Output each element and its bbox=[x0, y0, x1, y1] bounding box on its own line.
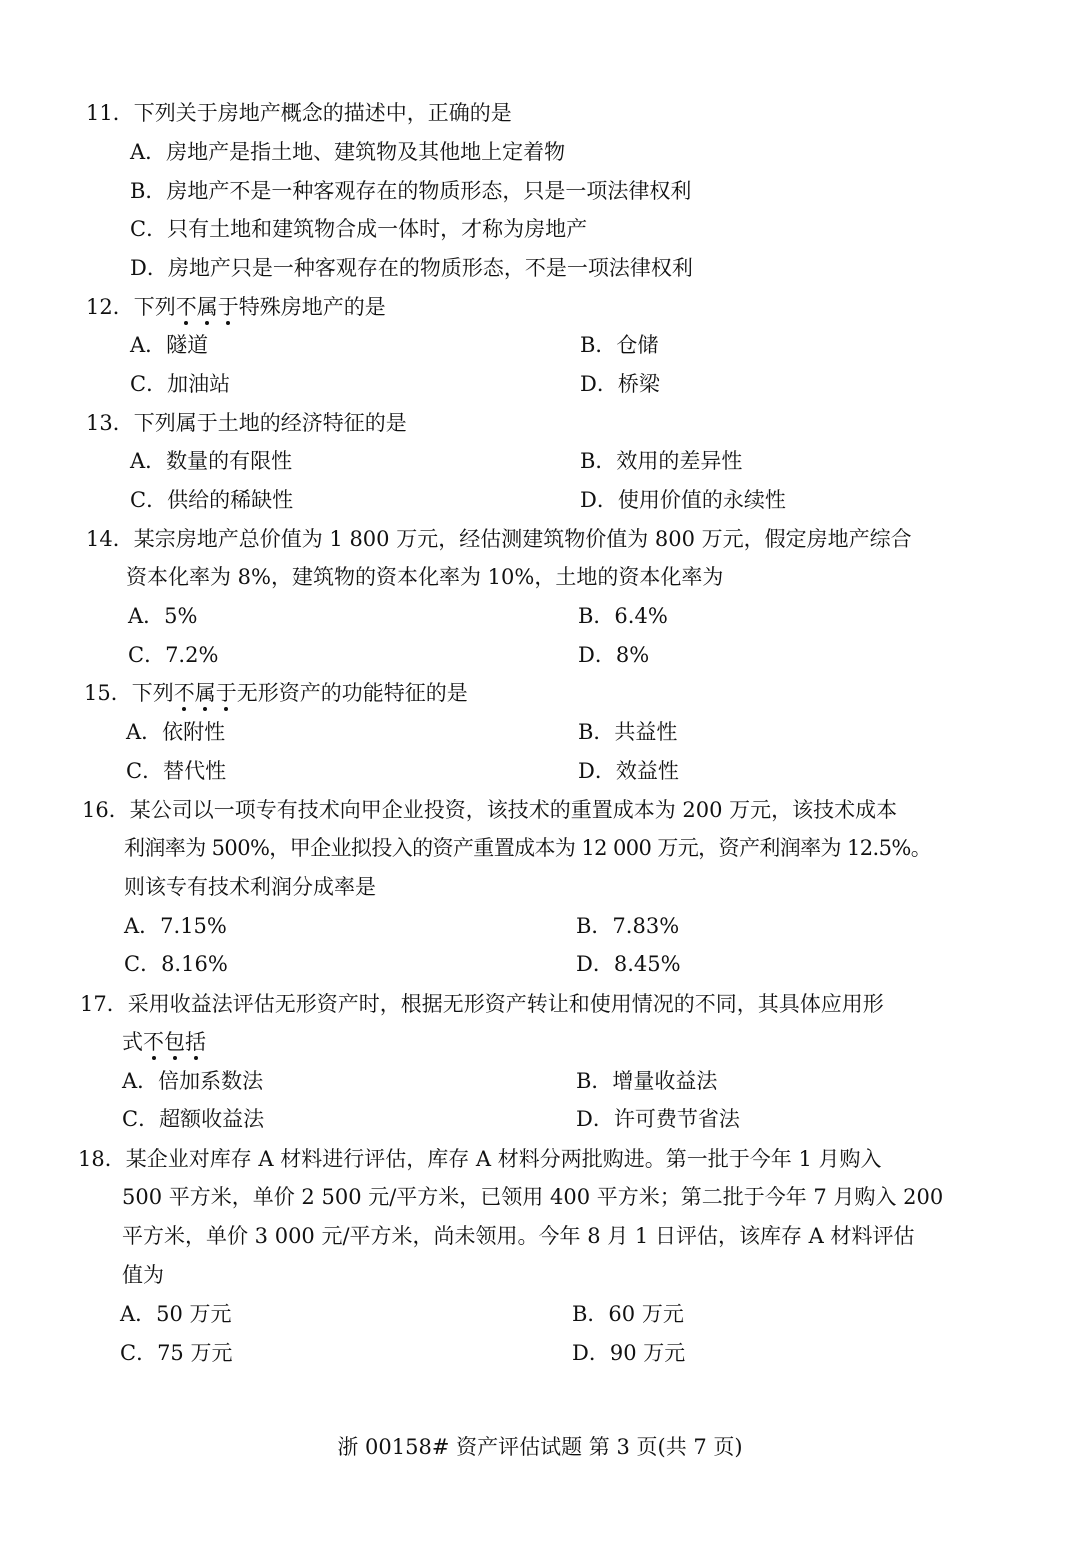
question-14-stem bbox=[86, 524, 912, 554]
question-number: 17． bbox=[80, 992, 128, 1016]
emphasis-char: 括 bbox=[185, 1027, 206, 1057]
question-13-stem bbox=[86, 408, 407, 438]
question-number: 16． bbox=[82, 798, 130, 822]
page-footer: 浙 00158# 资产评估试题 第 3 页(共 7 页) bbox=[337, 1435, 743, 1459]
question-17-stem bbox=[80, 989, 884, 1019]
option-16-d: D．8.45% bbox=[576, 952, 681, 976]
emphasis-char: 包 bbox=[164, 1027, 185, 1057]
emphasis-char: 于 bbox=[216, 678, 237, 708]
question-12-stem bbox=[86, 292, 386, 322]
question-number: 14． bbox=[86, 527, 134, 551]
question-18-stem-line-2: 500 平方米，单价 2 500 元/平方米，已领用 400 平方米；第二批于今年 7 月购入 200 bbox=[122, 1185, 944, 1209]
emphasis-char: 属 bbox=[197, 292, 218, 322]
question-number: 11． bbox=[86, 101, 134, 125]
option-13-d: D．使用价值的永续性 bbox=[580, 488, 786, 512]
option-17-c: C．超额收益法 bbox=[122, 1107, 265, 1131]
option-17-d: D．许可费节省法 bbox=[576, 1107, 740, 1131]
emphasis-char: 属 bbox=[195, 678, 216, 708]
option-14-d: D．8% bbox=[578, 643, 650, 667]
question-text: 某企业对库存 A 材料进行评估，库存 A 材料分两批购进。第一批于今年 1 月购入 bbox=[125, 1147, 882, 1171]
option-15-c: C．替代性 bbox=[126, 759, 227, 783]
question-11-stem bbox=[86, 98, 512, 128]
question-text-pre: 下列 bbox=[133, 295, 176, 319]
option-11-b: B．房地产不是一种客观存在的物质形态，只是一项法律权利 bbox=[130, 179, 692, 203]
emphasis-char: 不 bbox=[176, 292, 197, 322]
option-15-b: B．共益性 bbox=[578, 720, 678, 744]
emphasis-char: 不 bbox=[143, 1027, 164, 1057]
question-text-post: 特殊房地产的是 bbox=[238, 295, 386, 319]
option-13-a: A．数量的有限性 bbox=[130, 449, 293, 473]
question-text: 下列属于土地的经济特征的是 bbox=[133, 411, 407, 435]
question-text-pre: 下列 bbox=[131, 681, 174, 705]
option-12-b: B．仓储 bbox=[580, 333, 659, 357]
question-text: 某宗房地产总价值为 1 800 万元，经估测建筑物价值为 800 万元，假定房地产综合 bbox=[133, 527, 912, 551]
question-text: 某公司以一项专有技术向甲企业投资，该技术的重置成本为 200 万元，该技术成本 bbox=[129, 798, 898, 822]
question-text-pre: 式 bbox=[122, 1030, 143, 1054]
question-16-stem-line-2: 利润率为 500%，甲企业拟投入的资产重置成本为 12 000 万元，资产利润率为 12.5%。 bbox=[124, 836, 932, 860]
option-12-a: A．隧道 bbox=[130, 333, 209, 357]
question-16-stem bbox=[82, 795, 897, 825]
emphasis-char: 于 bbox=[218, 292, 239, 322]
option-16-b: B．7.83% bbox=[576, 914, 680, 938]
option-17-a: A．倍加系数法 bbox=[122, 1069, 264, 1093]
option-16-c: C．8.16% bbox=[124, 952, 228, 976]
option-11-a: A．房地产是指土地、建筑物及其他地上定着物 bbox=[130, 140, 566, 164]
question-18-stem-line-4: 值为 bbox=[122, 1263, 164, 1287]
option-18-d: D．90 万元 bbox=[572, 1341, 686, 1365]
question-18-stem bbox=[78, 1144, 881, 1174]
emphasis-char: 不 bbox=[174, 678, 195, 708]
option-18-a: A．50 万元 bbox=[120, 1302, 232, 1326]
question-number: 12． bbox=[86, 295, 134, 319]
option-18-b: B．60 万元 bbox=[572, 1302, 684, 1326]
option-12-d: D．桥梁 bbox=[580, 372, 660, 396]
option-11-c: C．只有土地和建筑物合成一体时，才称为房地产 bbox=[130, 217, 588, 241]
question-text-post: 无形资产的功能特征的是 bbox=[236, 681, 468, 705]
question-16-stem-line-3: 则该专有技术利润分成率是 bbox=[124, 875, 376, 899]
option-13-b: B．效用的差异性 bbox=[580, 449, 743, 473]
question-text: 采用收益法评估无形资产时，根据无形资产转让和使用情况的不同，其具体应用形 bbox=[127, 992, 884, 1016]
question-14-stem-line-2: 资本化率为 8%，建筑物的资本化率为 10%，土地的资本化率为 bbox=[126, 565, 724, 589]
option-11-d: D．房地产只是一种客观存在的物质形态，不是一项法律权利 bbox=[130, 256, 693, 280]
option-12-c: C．加油站 bbox=[130, 372, 231, 396]
option-18-c: C．75 万元 bbox=[120, 1341, 233, 1365]
option-15-a: A．依附性 bbox=[126, 720, 226, 744]
option-17-b: B．增量收益法 bbox=[576, 1069, 718, 1093]
question-number: 13． bbox=[86, 411, 134, 435]
question-number: 15． bbox=[84, 681, 132, 705]
option-14-b: B．6.4% bbox=[578, 604, 668, 628]
question-15-stem bbox=[84, 678, 468, 708]
question-17-stem-line-2 bbox=[122, 1027, 206, 1057]
question-text: 下列关于房地产概念的描述中，正确的是 bbox=[133, 101, 512, 125]
option-16-a: A．7.15% bbox=[124, 914, 227, 938]
option-14-c: C．7.2% bbox=[128, 643, 219, 667]
option-14-a: A．5% bbox=[128, 604, 198, 628]
option-15-d: D．效益性 bbox=[578, 759, 679, 783]
question-number: 18． bbox=[78, 1147, 126, 1171]
question-18-stem-line-3: 平方米，单价 3 000 元/平方米，尚未领用。今年 8 月 1 日评估，该库存 A 材料评估 bbox=[122, 1224, 915, 1248]
option-13-c: C．供给的稀缺性 bbox=[130, 488, 294, 512]
